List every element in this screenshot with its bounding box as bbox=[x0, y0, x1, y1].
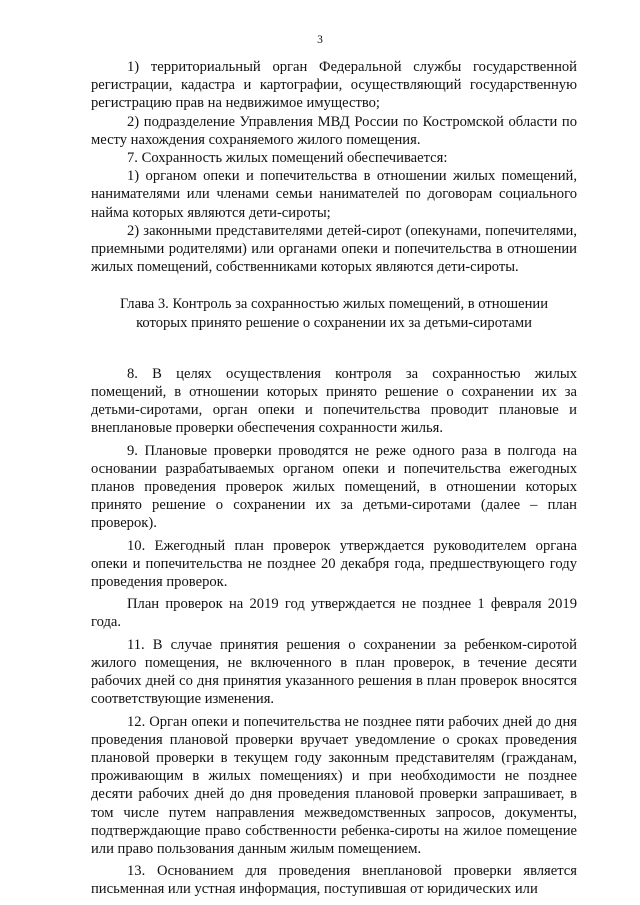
document-body bbox=[91, 58, 577, 899]
chapter-heading-line: которых принято решение о сохранении их за детьми-сиротами bbox=[136, 314, 532, 331]
page-number: 3 bbox=[317, 34, 323, 46]
paragraph: 1) органом опеки и попечительства в отношении жилых помещений, нанимателями или членами семьи нанимателей по договорам социального найма которых являются дети-сироты; bbox=[91, 168, 577, 221]
paragraph: 2) подразделение Управления МВД России по Костромской области по месту нахождения сохраняемого жилого помещения. bbox=[91, 113, 577, 148]
paragraph: 7. Сохранность жилых помещений обеспечивается: bbox=[127, 150, 448, 167]
chapter-heading bbox=[91, 295, 577, 331]
paragraph: 2) законными представителями детей-сирот (опекунами, попечителями, приемными родителями) или органами опеки и попечительства в отношении жилых помещений, собственниками которых являются дети-сироты. bbox=[91, 222, 577, 276]
chapter-heading-line: Глава 3. Контроль за сохранностью жилых помещений, в отношении bbox=[119, 296, 549, 313]
paragraph: 8. В целях осуществления контроля за сохранностью жилых помещений, в отношении которых принято решение о сохранении их за детьми-сиротами, орган опеки и попечительства проводит плановые и внеплановые проверки обеспечения сохранности жилья. bbox=[91, 365, 577, 437]
paragraph: 1) территориальный орган Федеральной службы государственной регистрации, кадастра и картографии, осуществляющий государственную регистрацию прав на недвижимое имущество; bbox=[91, 59, 577, 112]
paragraph: 9. Плановые проверки проводятся не реже одного раза в полгода на основании разрабатываемых органом опеки и попечительства ежегодных планов проведения проверок жилых помещений, в отношении которых принято решение о сохранении их за детьми-сиротами (далее – план проверок). bbox=[91, 442, 577, 532]
paragraph: План проверок на 2019 год утверждается не позднее 1 февраля 2019 года. bbox=[91, 596, 577, 631]
paragraph: 12. Орган опеки и попечительства не позднее пяти рабочих дней до дня проведения плановой проверки вручает уведомление о сроках проведения плановой проверки в текущем году законным представителям (гражданам, проживающим в жилых помещениях) и при необходимости не позднее десяти рабочих дней до дня проведения плановой проверки запрашивает, в том числе путем направления межведомственных запросов, документы, подтверждающие право собственности ребенка-сироты на жилое помещение или право пользования данным жилым помещением. bbox=[91, 713, 577, 857]
paragraph: 13. Основанием для проведения внеплановой проверки является письменная или устная информация, поступившая от юридических или bbox=[91, 863, 577, 898]
paragraph: 10. Ежегодный план проверок утверждается руководителем органа опеки и попечительства не позднее 20 декабря года, предшествующего году проведения проверок. bbox=[91, 537, 577, 591]
paragraph: 11. В случае принятия решения о сохранении за ребенком-сиротой жилого помещения, не включенного в план проверок, в течение десяти рабочих дней со дня принятия указанного решения в план проверок вносятся соответствующие изменения. bbox=[91, 636, 577, 708]
